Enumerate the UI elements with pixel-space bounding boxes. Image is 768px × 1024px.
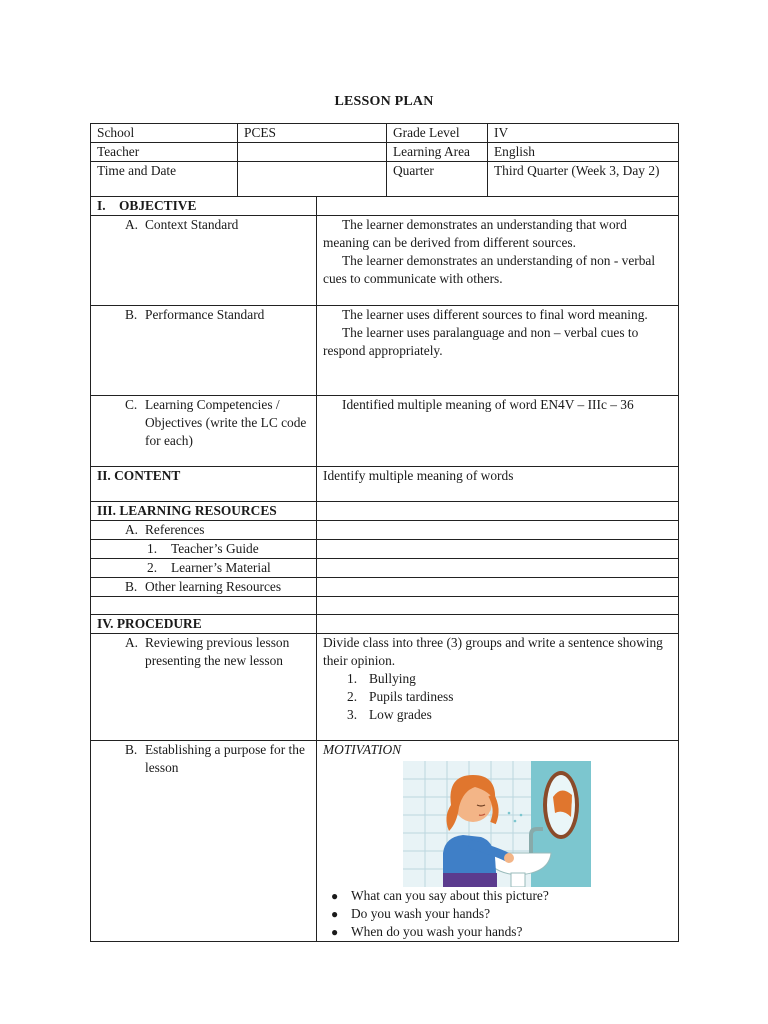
purpose-row	[91, 741, 317, 942]
competencies-text	[317, 396, 679, 467]
context-standard-label: Context Standard	[145, 217, 239, 232]
list-text: Pupils tardiness	[369, 689, 454, 704]
list-item	[323, 688, 672, 706]
performance-standard-row	[91, 306, 317, 396]
list-item	[323, 706, 672, 724]
objective-blank	[317, 197, 679, 216]
context-standard-text-1: The learner demonstrates an understanding that word meaning can be derived from different sources.	[323, 217, 627, 250]
list-number: 2.	[347, 689, 358, 704]
question-text: Do you wash your hands?	[351, 906, 491, 921]
other-resources-blank	[317, 578, 679, 597]
reviewing-instructions: Divide class into three (3) groups and write a sentence showing their opinion.	[323, 635, 663, 668]
list-item	[323, 670, 672, 688]
reviewing-letter: A.	[125, 635, 139, 650]
competencies-row	[91, 396, 317, 467]
references-blank	[317, 521, 679, 540]
page-title: LESSON PLAN	[334, 94, 434, 109]
learners-material-blank	[317, 559, 679, 578]
competencies-letter: C.	[125, 397, 138, 412]
objective-number: I.	[97, 198, 106, 213]
reviewing-row	[91, 634, 317, 741]
reviewing-text	[317, 634, 679, 741]
learners-material-number: 2.	[147, 560, 158, 575]
performance-standard-text-1: The learner uses different sources to final word meaning.	[342, 307, 648, 322]
teachers-guide-blank	[317, 540, 679, 559]
context-standard-row	[91, 216, 317, 306]
header-table	[90, 123, 679, 197]
context-standard-text	[317, 216, 679, 306]
competencies-label: Learning Competencies / Objectives (write the LC code for each)	[145, 397, 307, 448]
lesson-table	[90, 196, 679, 942]
resources-heading: III. LEARNING RESOURCES	[91, 502, 317, 521]
quarter-value: Third Quarter (Week 3, Day 2)	[488, 162, 679, 197]
teachers-guide-row	[91, 540, 317, 559]
performance-standard-letter: B.	[125, 307, 138, 322]
other-resources-label: Other learning Resources	[145, 579, 282, 594]
teachers-guide-number: 1.	[147, 541, 158, 556]
spacer-cell-left	[91, 597, 317, 615]
list-text: Low grades	[369, 707, 432, 722]
list-text: Bullying	[369, 671, 416, 686]
bullet-icon: ●	[331, 889, 339, 903]
performance-standard-text-2: The learner uses paralanguage and non – verbal cues to respond appropriately.	[323, 325, 639, 358]
list-number: 3.	[347, 707, 358, 722]
context-standard-letter: A.	[125, 217, 139, 232]
time-date-label: Time and Date	[91, 162, 238, 197]
references-letter: A.	[125, 522, 139, 537]
content-text: Identify multiple meaning of words	[317, 467, 679, 502]
context-standard-text-2: The learner demonstrates an understanding of non - verbal cues to communicate with others.	[323, 253, 656, 286]
bullet-icon: ●	[331, 907, 339, 921]
question-text: When do you wash your hands?	[351, 924, 523, 939]
teacher-label: Teacher	[91, 143, 238, 162]
procedure-heading: IV. PROCEDURE	[91, 615, 317, 634]
learners-material-row	[91, 559, 317, 578]
question-text: What can you say about this picture?	[351, 888, 549, 903]
list-number: 1.	[347, 671, 358, 686]
bullet-icon: ●	[331, 925, 339, 939]
time-date-value	[238, 162, 387, 197]
reviewing-label: Reviewing previous lesson presenting the new lesson	[145, 635, 290, 668]
school-label: School	[91, 124, 238, 143]
list-item	[323, 923, 672, 941]
other-resources-row	[91, 578, 317, 597]
handwashing-illustration	[403, 761, 591, 887]
teacher-value	[238, 143, 387, 162]
school-value: PCES	[238, 124, 387, 143]
other-resources-letter: B.	[125, 579, 138, 594]
purpose-content	[317, 741, 679, 942]
purpose-letter: B.	[125, 742, 138, 757]
grade-level-label: Grade Level	[387, 124, 488, 143]
learning-area-label: Learning Area	[387, 143, 488, 162]
learning-area-value: English	[488, 143, 679, 162]
performance-standard-text	[317, 306, 679, 396]
references-row	[91, 521, 317, 540]
resources-blank	[317, 502, 679, 521]
learners-material-label: Learner’s Material	[171, 560, 271, 575]
references-label: References	[145, 522, 205, 537]
teachers-guide-label: Teacher’s Guide	[171, 541, 259, 556]
content-heading: II. CONTENT	[91, 467, 317, 502]
purpose-label: Establishing a purpose for the lesson	[145, 742, 305, 775]
spacer-cell-right	[317, 597, 679, 615]
objective-title: OBJECTIVE	[119, 198, 197, 213]
question-list	[323, 887, 672, 941]
competencies-code: Identified multiple meaning of word EN4V – IIIc – 36	[342, 397, 634, 412]
quarter-label: Quarter	[387, 162, 488, 197]
objective-heading	[91, 197, 317, 216]
list-item	[323, 905, 672, 923]
performance-standard-label: Performance Standard	[145, 307, 265, 322]
procedure-blank	[317, 615, 679, 634]
motivation-label: MOTIVATION	[323, 742, 402, 757]
list-item	[323, 887, 672, 905]
grade-level-value: IV	[488, 124, 679, 143]
